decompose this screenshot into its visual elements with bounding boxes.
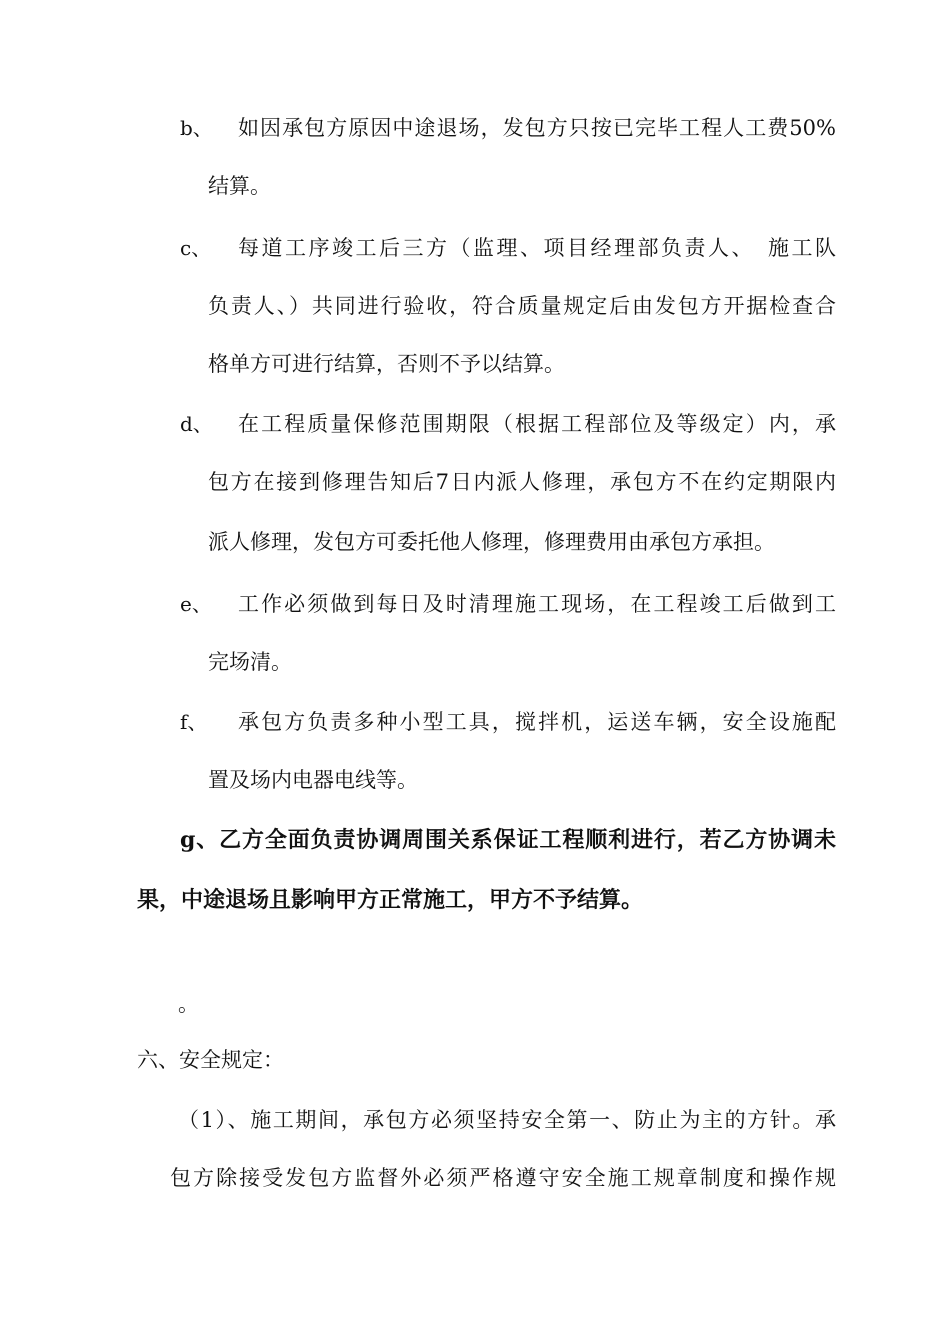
item-marker-d: d、 [180, 412, 213, 436]
item-d-line-1: 在工程质量保修范围期限（根据工程部位及等级定）内，承 [238, 412, 836, 436]
section-para-line-2: 包方除接受发包方监督外必须严格遵守安全施工规章制度和操作规 [170, 1166, 836, 1190]
item-b-line-1: 如因承包方原因中途退场，发包方只按已完毕工程人工费50% [238, 116, 836, 140]
item-marker-f: f、 [180, 710, 208, 734]
item-f-line-1: 承包方负责多种小型工具，搅拌机，运送车辆，安全设施配 [238, 710, 836, 734]
item-c-line-1: 每道工序竣工后三方（监理、项目经理部负责人、 施工队 [238, 236, 836, 260]
item-d-line-2: 包方在接到修理告知后7日内派人修理，承包方不在约定期限内 [208, 470, 836, 494]
bold-para-line-2: 果，中途退场且影响甲方正常施工，甲方不予结算。 [137, 887, 644, 913]
stray-mark: 。 [178, 992, 199, 1016]
item-marker-b: b、 [180, 116, 213, 140]
item-c-line-3: 格单方可进行结算，否则不予以结算。 [208, 352, 565, 376]
item-marker-e: e、 [180, 592, 212, 616]
item-e-line-1: 工作必须做到每日及时清理施工现场，在工程竣工后做到工 [238, 592, 836, 616]
item-marker-c: c、 [180, 236, 212, 260]
item-b-line-2: 结算。 [208, 174, 271, 198]
item-f-line-2: 置及场内电器电线等。 [208, 768, 418, 792]
item-d-line-3: 派人修理，发包方可委托他人修理，修理费用由承包方承担。 [208, 530, 775, 554]
item-e-line-2: 完场清。 [208, 650, 292, 674]
bold-para-line-1: g、乙方全面负责协调周围关系保证工程顺利进行，若乙方协调未 [180, 827, 836, 853]
item-c-line-2: 负责人、）共同进行验收，符合质量规定后由发包方开据检查合 [208, 294, 836, 318]
section-para-line-1: （1）、施工期间，承包方必须坚持安全第一、防止为主的方针。承 [178, 1108, 836, 1132]
section-heading: 六、安全规定： [137, 1048, 284, 1072]
